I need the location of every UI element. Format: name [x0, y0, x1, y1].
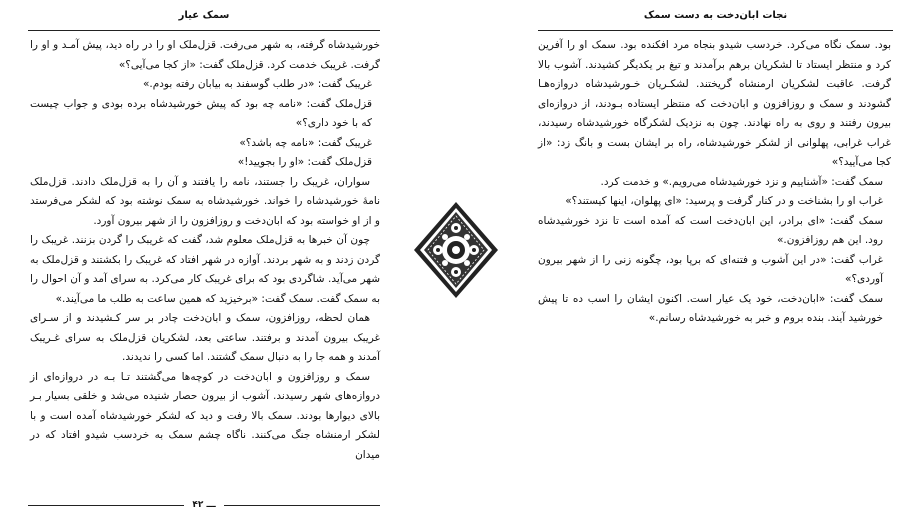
page-body — [30, 36, 380, 465]
paragraph: سواران، غریبک را جستند، نامه را یافتند و آن را به قزل‌ملک دادند. قزل‌ملک نامهٔ خورشیدشاه را خواند. خورشیدشاه به سمک نوشته بود که لشکر می‌فرستد و از او خواسته بود که ابان‌دخت و روزافزون را از شهر بیرون آورد. — [30, 175, 380, 227]
page-body — [538, 36, 891, 329]
footer-rule — [224, 505, 380, 506]
page-number: ۴۲ ـــ — [192, 500, 216, 510]
paragraph: چون آن خبرها به قزل‌ملک معلوم شد، گفت که غریبک را گردن بزنند. غریبک را گردن زدند و به شهر بردند. آوازه در شهر افتاد که غریبک را بکشتند و قزل‌ملک به شهر می‌آید. شاگردی بود که برای غریبک کار می‌کرد. به سرای آمد و آن احوال را به سمک گفت. سمک گفت: «برخیزید که همین ساعت به طلب ما می‌آیند.» — [30, 234, 380, 305]
dialogue-line: غراب گفت: «در این آشوب و فتنه‌ای که برپا بود، چگونه زنی را از شهر بیرون آوردی؟» — [538, 253, 883, 285]
dialogue-line: غریبک گفت: «نامه چه باشد؟» — [239, 136, 372, 149]
dialogue-line: غریبک گفت: «در طلب گوسفند به بیابان رفته بودم.» — [142, 78, 372, 90]
running-header: نجات ابان‌دخت به دست سمک — [538, 10, 893, 28]
paragraph: سمک و روزافزون و ابان‌دخت در کوچه‌ها می‌گشتند تـا بـه در دروازه‌ای از دروازه‌های شهر رسیدند. آشوب از بیرون حصار شنیده می‌شد و خلقی بسیار بـر بالای دیوارها بودند. سمک بالا رفت و دید که لشکر خورشیدشاه آمده است و با لشکر ارمنشاه جنگ می‌کنند. ناگاه چشم سمک به خردسب شیدو افتاد که در میدان — [30, 370, 380, 461]
paragraph: خورشیدشاه گرفته، به شهر می‌رفت. قزل‌ملک او را در راه دید، پیش آمـد و او را گرفت. غریبک خدمت کرد. قزل‌ملک گفت: «از کجا می‌آیی؟» — [30, 39, 380, 71]
dialogue-line: سمک گفت: «ای برادر، این ابان‌دخت است که آمده است تا نزد خورشیدشاه رود. این هم روزافزون.» — [538, 214, 883, 246]
page-footer — [28, 500, 380, 510]
running-header: سمک عیار — [28, 10, 380, 28]
dialogue-line: قزل‌ملک گفت: «نامه چه بود که پیش خورشیدشاه برده بودی و جواب چیست که با خود داری؟» — [30, 97, 372, 129]
dialogue-line: سمک گفت: «آشناییم و نزد خورشیدشاه می‌رویم.» و خدمت کرد. — [600, 175, 883, 188]
paragraph: همان لحظه، روزافزون، سمک و ابان‌دخت چادر بر سر کـشیدند و از سـرای غریبک بیرون آمدند و برفتند. ساعتی بعد، لشکریان قزل‌ملک به سرای غـریبک آمدند و همه جا را به دنبال سمک گشتند. اما کسی را ندیدند. — [30, 312, 380, 363]
dialogue-line: غراب او را بشناخت و در کنار گرفت و پرسید: «ای پهلوان، اینها کیستند؟» — [565, 195, 883, 207]
footer-rule — [28, 505, 184, 506]
dialogue-line: سمک گفت: «ابان‌دخت، خود یک عیار است. اکنون ایشان را اسب ده تا پیش خورشید آیند. بنده بروم و خبر به خورشیدشاه رسانم.» — [538, 292, 883, 324]
paragraph: بود. سمک نگاه می‌کرد. خردسب شیدو بنجاه مرد افکنده بود. سمک او را آفرین کرد و منتظر ایستاد تا لشکریان برهم برآمدند و تیغ بر یکدیگر کشیدند. آشوب بالا گرفت. عاقبت لشکریان ارمنشاه گریختند. لشکـریان خـورشیدشاه دروازه‌هـا گشودند و سمک و روزافزون و ابان‌دخت که منتظر ایستاده بـودند، از دروازه‌ای بیرون رفتند و روی به راه نهادند. چون به نزدیک لشکرگاه خورشیدشاه رسیدند، غراب غرابی، پهلوانی از لشکر خورشیدشاه، راه بر ایشان بست و بانگ زد: «از کجا می‌آیید؟» — [538, 39, 891, 168]
dialogue-line: قزل‌ملک گفت: «او را بجویید!» — [237, 156, 372, 168]
left-page — [0, 0, 445, 514]
right-page — [470, 0, 919, 514]
